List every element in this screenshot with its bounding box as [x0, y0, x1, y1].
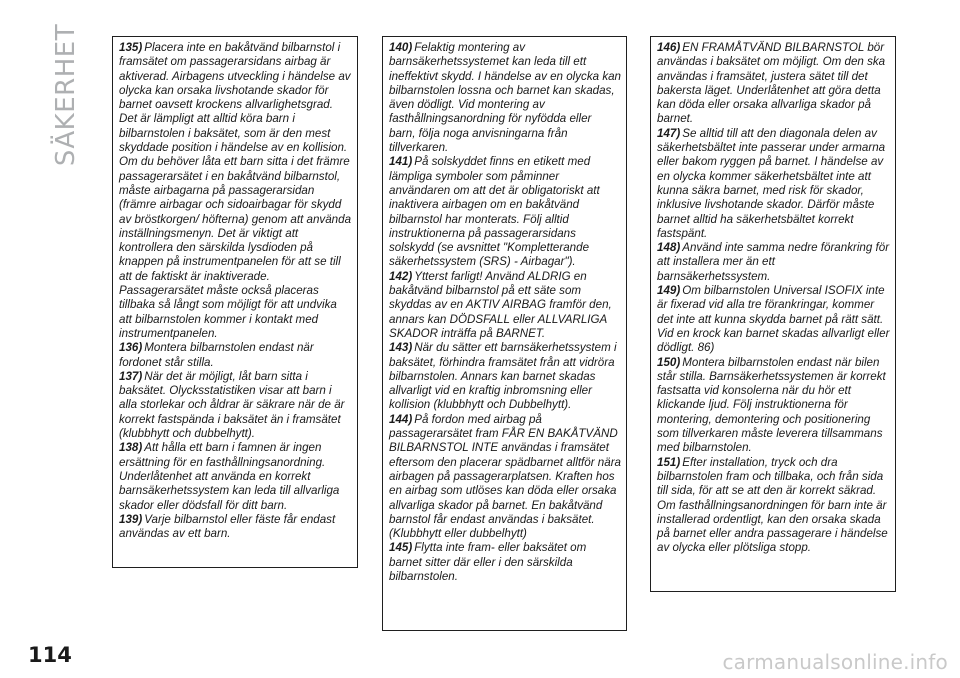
note-142: [389, 270, 621, 341]
note-text: När det är möjligt, låt barn sitta i baksätet. Olycksstatistiken visar att barn i alla storlekar och åldrar är säkrare när de är korrekt fastspända i baksätet än i framsätet (klubbhytt och dubbelhytt).: [119, 369, 345, 441]
note-150: [657, 356, 890, 456]
note-number: 150): [657, 355, 681, 369]
note-text: Placera inte en bakåtvänd bilbarnstol i framsätet om passagerarsidans airbag är aktiverad. Airbagens utveckling i händelse av olycka kan orsaka livshotande skador för barnet oavsett krockens allvarlighetsgrad. Det är lämpligt att alltid köra barn i bilbarnstolen i baksätet, som är den mest skyddade position i händelse av en kollision. Om du behöver låta ett barn sitta i det främre passagerarsätet i en bakåtvänd bilbarnstol, måste airbagarna på passagerarsidan (främre airbagar och sidoairbagar för skydd av bröstkorgen/ höfterna) genom att använda inställningsmenyn. Det är viktigt att kontrollera den särskilda lysdioden på knappen på instrumentpanelen för att se till att de faktiskt är inaktiverade. Passagerarsätet måste också placeras tillbaka så långt som möjligt för att undvika att bilbarnstolen kommer i kontakt med instrumentpanelen.: [119, 41, 352, 340]
note-135: [119, 41, 352, 341]
note-number: 146): [657, 41, 681, 54]
note-text: Att hålla ett barn i famnen är ingen ersättning för en fasthållningsanordning. Underlåtenhet att använda en korrekt barnsäkerhetssystem kan leda till allvarliga skador eller dödsfall för ditt barn.: [119, 441, 340, 512]
note-text: Felaktig montering av barnsäkerhetssystemet kan leda till ett ineffektivt skydd. I händelse av en olycka kan bilbarnstolen lossna och barnet kan skadas, även dödligt. Vid montering av fasthållningsanordning för nyfödda eller barn, följa noga anvisningarna från tillverkaren.: [389, 41, 622, 155]
note-text: Använd inte samma nedre förankring för att installera mer än ett barnsäkerhetssystem.: [657, 241, 890, 283]
note-text: På fordon med airbag på passagerarsätet fram FÅR EN BAKÅTVÄND BILBARNSTOL INTE användas i framsätet eftersom den placerar spädbarnet alltför nära airbagen på passagerarplatsen. Kraften hos en airbag som utlöses kan döda eller orsaka allvarliga skador på barnet. En bakåtvänd barnstol får endast användas i baksätet. (Klubbhytt eller dubbelhytt): [389, 412, 622, 541]
note-137: [119, 370, 352, 441]
note-number: 151): [657, 455, 681, 469]
watermark: carmanualsonline.info: [722, 650, 948, 674]
note-number: 141): [389, 155, 413, 169]
notes-column-3: [650, 36, 896, 592]
note-text: Varje bilbarnstol eller fäste får endast användas av ett barn.: [119, 512, 336, 541]
section-label: [48, 23, 84, 167]
note-number: 143): [389, 341, 413, 355]
note-text: Ytterst farligt! Använd ALDRIG en bakåtvänd bilbarnstol på ett säte som skyddas av en AKTIV AIRBAG framför den, annars kan DÖDSFALL eller ALLVARLIGA SKADOR inträffa på BARNET.: [389, 269, 612, 340]
page-number: 114: [28, 643, 72, 667]
note-number: 140): [389, 41, 413, 54]
note-number: 149): [657, 284, 681, 298]
note-145: [389, 541, 621, 584]
note-141: [389, 155, 621, 269]
notes-column-1: [112, 36, 358, 568]
note-text: Om bilbarnstolen Universal ISOFIX inte är fixerad vid alla tre förankringar, kommer det inte att kunna skydda barnet på rätt sätt. Vid en krock kan barnet skadas allvarligt eller dödligt. 86): [657, 284, 890, 355]
note-number: 138): [119, 441, 143, 455]
note-number: 147): [657, 126, 681, 140]
note-text: Montera bilbarnstolen endast när bilen står stilla. Barnsäkerhetssystemen är korrekt fastsatta vid konsolerna när du hör ett klickande ljud. Följ instruktionerna för montering, demontering och positionering som tillverkaren måste leverera tillsammans med bilbarnstolen.: [657, 355, 886, 455]
note-146: [657, 41, 890, 127]
note-139: [119, 513, 352, 542]
note-text: Efter installation, tryck och dra bilbarnstolen fram och tillbaka, och från sida till sida, för att se att den är korrekt säkrad. Om fasthållningsanordningen för barn inte är installerad ordentligt, kan den orsaka skada på barnet eller andra passagerare i händelse av olycka eller plötsliga stopp.: [657, 455, 888, 555]
notes-column-2: [382, 36, 627, 631]
note-136: [119, 341, 352, 370]
note-number: 135): [119, 41, 143, 54]
note-140: [389, 41, 621, 155]
note-144: [389, 413, 621, 542]
note-number: 144): [389, 412, 413, 426]
note-text: När du sätter ett barnsäkerhetssystem i baksätet, förhindra framsätet från att vidröra bilbarnstolen. Annars kan barnet skadas allvarligt vid en kraftig inbromsning eller kollision (klubbhytt och Dubbelhytt).: [389, 341, 617, 412]
note-number: 136): [119, 341, 143, 355]
note-149: [657, 284, 890, 355]
section-label-text: SÄKERHET: [51, 23, 81, 167]
note-151: [657, 456, 890, 556]
note-147: [657, 127, 890, 241]
note-text: Montera bilbarnstolen endast när fordonet står stilla.: [119, 341, 314, 369]
note-number: 145): [389, 541, 413, 555]
note-138: [119, 441, 352, 512]
note-text: Flytta inte fram- eller baksätet om barnet sitter där eller i den särskilda bilbarnstolen.: [389, 541, 587, 583]
note-143: [389, 341, 621, 412]
note-number: 137): [119, 369, 143, 383]
note-text: På solskyddet finns en etikett med lämpliga symboler som påminner användaren om att det är obligatoriskt att inaktivera airbagen om en bakåtvänd bilbarnstol har monterats. Följ alltid instruktionerna på passagerarsidans solskydd (se avsnittet "Kompletterande säkerhetssystem (SRS) - Airbagar").: [389, 155, 600, 269]
note-text: EN FRAMÅTVÄND BILBARNSTOL bör användas i baksätet om möjligt. Om den ska användas i framsätet, justera sätet till det bakersta läget. Underlåtenhet att göra detta kan döda eller orsaka allvarliga skador på barnet.: [657, 41, 886, 126]
note-number: 142): [389, 269, 413, 283]
note-148: [657, 241, 890, 284]
note-number: 148): [657, 241, 681, 255]
note-number: 139): [119, 512, 143, 526]
note-text: Se alltid till att den diagonala delen av säkerhetsbältet inte passerar under armarna eller bakom ryggen på barnet. I händelse av en olycka kommer säkerhetsbältet inte att kunna säkra barnet, med risk för skador, inklusive livshotande skador. Därför måste barnet alltid ha säkerhetsbältet korrekt fastspänt.: [657, 126, 886, 240]
